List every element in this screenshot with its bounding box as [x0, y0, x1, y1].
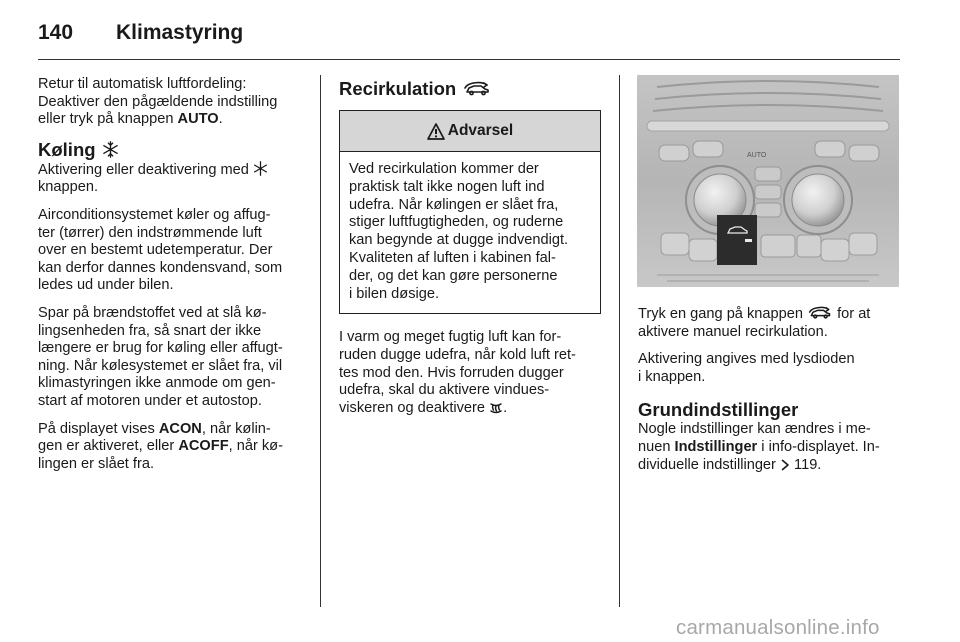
- column-divider-left: [320, 75, 321, 607]
- rear-window-heat-icon: [489, 401, 503, 414]
- recirculation-car-icon: [462, 81, 492, 97]
- paragraph-settings: Nogle indstillinger kan ændres i me- nuen Indstillinger i info-displayet. In- dividuelle indstillinger 119.: [638, 421, 880, 473]
- paragraph-auto-return: Retur til automatisk luftfordeling: Deaktiver den pågældende indstilling eller tryk på knappen AUTO.: [38, 76, 278, 128]
- warning-title: Advarsel: [447, 122, 514, 140]
- paragraph-cooling-toggle: Aktivering eller deaktivering med knappen.: [38, 161, 310, 197]
- page-number: 140: [38, 21, 74, 44]
- paragraph-fuel-saving: Spar på brændstoffet ved at slå kø- lingsenheden fra, så snart der ikke længere er brug for køling eller affugt- ning. Når kølesystemet er slået fra, vil klimastyringen ikke anmode om gen- start af motoren under et autostop.: [38, 304, 283, 409]
- snowflake-icon: [102, 141, 119, 158]
- watermark: carmanualsonline.info: [676, 616, 880, 639]
- warning-triangle-icon: [427, 123, 445, 140]
- warning-text: Ved recirkulation kommer der praktisk talt ikke nogen luft ind udefra. Når kølingen er slået fra, stiger luftfugtigheden, og ruderne kan begynde at dugge indvendigt. Kvaliteten af luften i kabinen fal- der, og det kan gøre personerne i bilen døsige.: [349, 161, 569, 302]
- section-title-cooling: Køling: [38, 139, 310, 161]
- column-divider-right: [619, 75, 620, 607]
- climate-control-panel-photo: [637, 75, 899, 287]
- chapter-title: Klimastyring: [116, 21, 244, 44]
- column-right: [638, 306, 902, 484]
- section-title-basic-settings: Grundindstillinger: [638, 399, 799, 421]
- photo-auto-label: AUTO: [747, 152, 767, 159]
- paragraph-fogging: I varm og meget fugtig luft kan for- ruden dugge udefra, når kold luft ret- tes mod den. Hvis forruden dugger udefra, skal du aktivere vindues- viskeren og deaktivere .: [339, 329, 576, 416]
- paragraph-led: Aktivering angives med lysdioden i knappen.: [638, 351, 855, 385]
- column-left: [38, 76, 310, 483]
- page-reference-arrow-icon: [780, 459, 790, 471]
- page-reference[interactable]: 119.: [794, 456, 822, 473]
- recirculation-car-icon: [807, 306, 833, 320]
- warning-header: [340, 111, 600, 152]
- paragraph-aircon: Airconditionsystemet køler og affug- ter (tørrer) den indstrømmende luft over en bestemt udetemperatur. Der kan derfor dannes kondensvand, som ledes ud under bilen.: [38, 206, 283, 294]
- header-rule: [38, 59, 900, 60]
- paragraph-display: På displayet vises ACON, når kølin- gen er aktiveret, eller ACOFF, når kø- lingen er slået fra.: [38, 420, 283, 472]
- paragraph-recirc-press: Tryk en gang på knappen for at aktivere manuel recirkulation.: [638, 306, 871, 340]
- snowflake-icon: [253, 161, 268, 176]
- column-middle: [339, 78, 601, 427]
- warning-box: [339, 110, 601, 314]
- page-header: [38, 16, 243, 50]
- section-title-recirculation: Recirkulation: [339, 78, 601, 100]
